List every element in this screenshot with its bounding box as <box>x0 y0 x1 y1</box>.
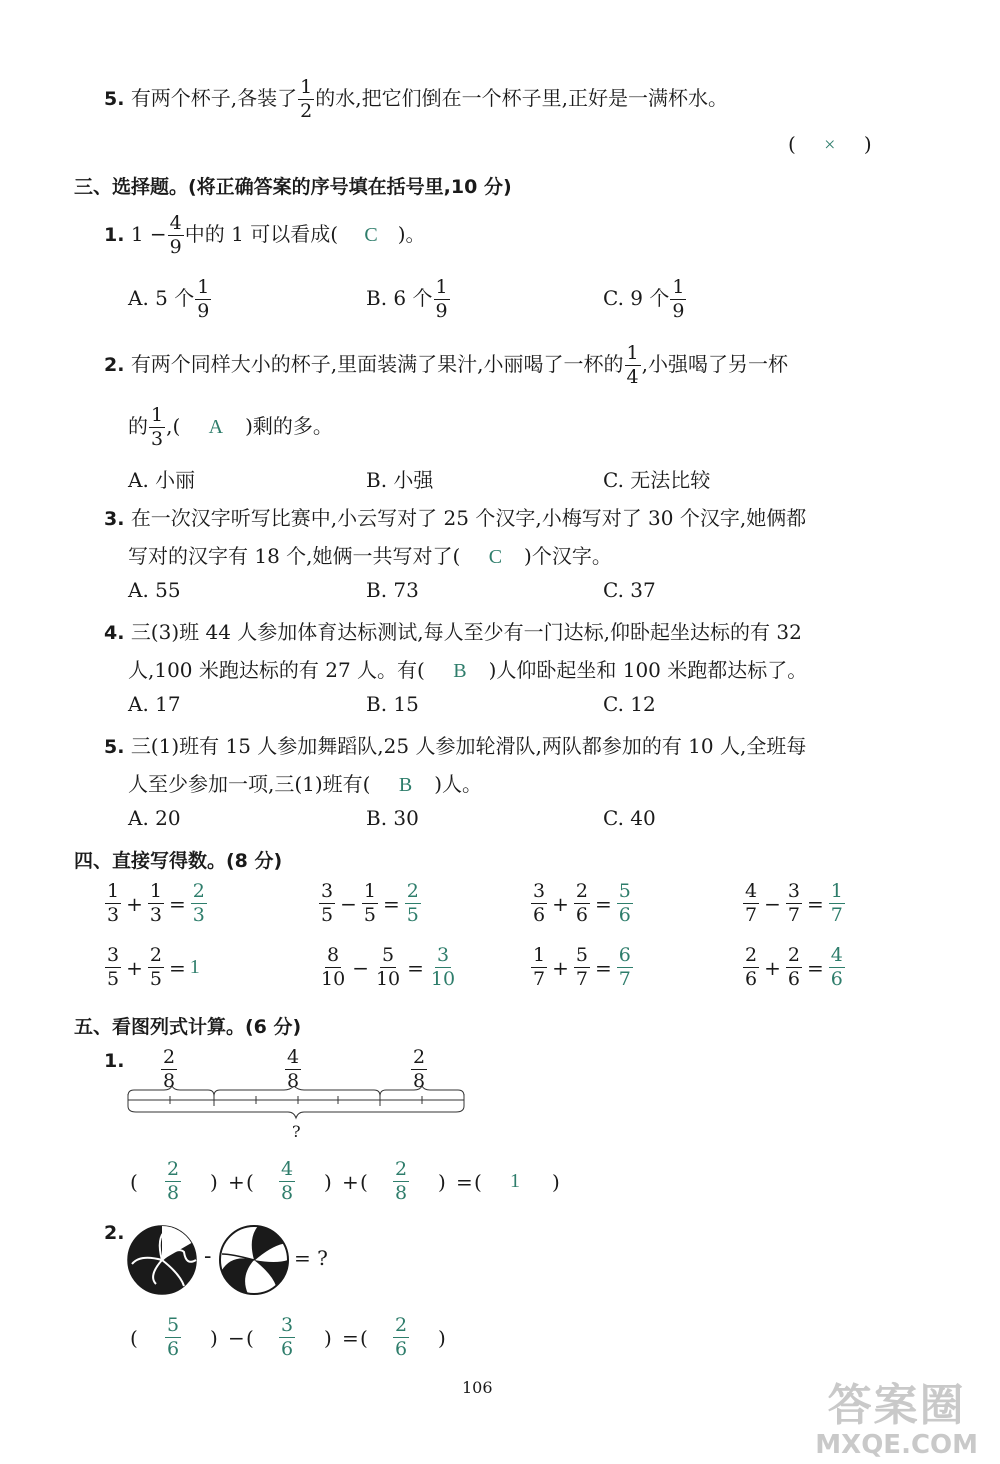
answer-blank[interactable]: C <box>364 224 378 246</box>
choice-q4-line1: 4. 三(3)班 44 人参加体育达标测试,每人至少有一门达标,仰卧起坐达标的有 32 <box>104 620 802 644</box>
answer-result[interactable]: $\frac{2}{6}$ <box>395 1314 408 1360</box>
calc-answer[interactable]: 1 <box>189 956 200 978</box>
segment-label-3: $\frac{2}{8}$ <box>413 1046 426 1092</box>
answer-frac-1[interactable]: $\frac{5}{6}$ <box>167 1314 180 1360</box>
choice-q2-option-a: A. 小丽 <box>128 468 196 492</box>
choice-q4-option-c: C. 12 <box>603 692 656 716</box>
calc-answer[interactable]: $\frac{1}{7}$ <box>830 880 843 926</box>
choice-q5-option-b: B. 30 <box>366 806 419 830</box>
answer-result[interactable]: 1 <box>510 1170 520 1192</box>
calc-item: $\frac{1}{7}$ + $\frac{5}{7}$ = $\frac{6}{7}$ <box>533 944 631 990</box>
choice-q4-option-a: A. 17 <box>128 692 181 716</box>
calc-answer[interactable]: $\frac{4}{6}$ <box>830 944 843 990</box>
segment-diagram <box>124 1086 474 1122</box>
question-number: 5. <box>104 88 125 110</box>
section-title-3: 三、选择题。(将正确答案的序号填在括号里,10 分) <box>74 176 512 198</box>
choice-q4-option-b: B. 15 <box>366 692 419 716</box>
choice-q1: 1. 1 − $\frac{4}{9}$ 中的 1 可以看成( C )。 <box>104 212 426 258</box>
question-text: 的水,把它们倒在一个杯子里,正好是一满杯水。 <box>315 86 728 110</box>
answer-frac-3[interactable]: $\frac{2}{8}$ <box>395 1158 408 1204</box>
calc-answer[interactable]: $\frac{2}{3}$ <box>192 880 205 926</box>
question-text: 有两个杯子,各装了 <box>130 86 298 110</box>
choice-q2-option-c: C. 无法比较 <box>603 468 711 492</box>
segment-label-2: $\frac{4}{8}$ <box>287 1046 300 1092</box>
fraction: $\frac{4}{9}$ <box>169 212 182 258</box>
choice-q3-option-c: C. 37 <box>603 578 656 602</box>
choice-q1-option-a: A. 5 个 $\frac{1}{9}$ <box>128 276 210 322</box>
minus-sign: - <box>204 1244 212 1269</box>
circle-five-sixths-icon <box>126 1224 198 1296</box>
calc-answer[interactable]: $\frac{6}{7}$ <box>618 944 631 990</box>
watermark-logo: 答案圈 MXQE.COM <box>815 1380 978 1460</box>
choice-q3-line1: 3. 在一次汉字听写比赛中,小云写对了 25 个汉字,小梅写对了 30 个汉字,她俩都 <box>104 506 807 530</box>
calc-item: $\frac{4}{7}$ − $\frac{3}{7}$ = $\frac{1}{7}$ <box>745 880 843 926</box>
calc-answer[interactable]: $\frac{3}{10}$ <box>430 944 456 990</box>
answer-blank[interactable]: B <box>453 660 467 682</box>
answer-blank[interactable]: A <box>208 416 224 438</box>
choice-q2-option-b: B. 小强 <box>366 468 434 492</box>
choice-q5-option-a: A. 20 <box>128 806 181 830</box>
choice-q5-line1: 5. 三(1)班有 15 人参加舞蹈队,25 人参加轮滑队,两队都参加的有 10 人,全班每 <box>104 734 807 758</box>
choice-q1-option-c: C. 9 个 $\frac{1}{9}$ <box>603 276 685 322</box>
choice-q2-line1: 2. 有两个同样大小的杯子,里面装满了果汁,小丽喝了一杯的 $\frac{1}{4}$ ,小强喝了另一杯 <box>104 342 788 388</box>
answer-blank[interactable]: C <box>488 546 503 568</box>
fraction: $\frac{1}{2}$ <box>300 76 313 122</box>
segment-label-1: $\frac{2}{8}$ <box>163 1046 176 1092</box>
choice-q3-line2: 写对的汉字有 18 个,她俩一共写对了( C )个汉字。 <box>128 544 612 568</box>
choice-q3-option-b: B. 73 <box>366 578 419 602</box>
judge-q5 <box>104 78 728 121</box>
answer-frac-2[interactable]: $\frac{4}{8}$ <box>281 1158 294 1204</box>
circle-three-sixths-icon <box>218 1224 290 1296</box>
calc-item: $\frac{3}{5}$ + $\frac{2}{5}$ = 1 <box>107 944 200 990</box>
calc-item: $\frac{1}{3}$ + $\frac{1}{3}$ = $\frac{2}{3}$ <box>107 880 205 926</box>
choice-q1-option-b: B. 6 个 $\frac{1}{9}$ <box>366 276 448 322</box>
page-number: 106 <box>462 1378 493 1397</box>
section-title-4: 四、直接写得数。(8 分) <box>74 850 283 872</box>
choice-q5-option-c: C. 40 <box>603 806 656 830</box>
equals-question: = ? <box>294 1246 328 1270</box>
problem-number: 2. <box>104 1222 125 1244</box>
answer-frac-1[interactable]: $\frac{2}{8}$ <box>167 1158 180 1204</box>
choice-q2-line2: 的 $\frac{1}{3}$ ,( A )剩的多。 <box>128 404 333 450</box>
choice-q4-line2: 人,100 米跑达标的有 27 人。有( B )人仰卧起坐和 100 米跑都达标了。 <box>128 658 808 682</box>
calc-item: $\frac{3}{6}$ + $\frac{2}{6}$ = $\frac{5}{6}$ <box>533 880 631 926</box>
calc-item: $\frac{8}{10}$ − $\frac{5}{10}$ = $\frac{3}{10}$ <box>321 944 456 990</box>
answer-blank[interactable]: B <box>398 774 413 796</box>
section-title-5: 五、看图列式计算。(6 分) <box>74 1016 302 1038</box>
judge-answer-box[interactable]: ( × ) <box>788 132 872 156</box>
choice-q5-line2: 人至少参加一项,三(1)班有( B )人。 <box>128 772 483 796</box>
calc-item: $\frac{2}{6}$ + $\frac{2}{6}$ = $\frac{4}{6}$ <box>745 944 843 990</box>
problem-number: 1. <box>104 1050 125 1072</box>
answer-mark: × <box>824 134 836 156</box>
calc-answer[interactable]: $\frac{2}{5}$ <box>406 880 419 926</box>
calc-answer[interactable]: $\frac{5}{6}$ <box>618 880 631 926</box>
calc-item: $\frac{3}{5}$ − $\frac{1}{5}$ = $\frac{2}{5}$ <box>321 880 419 926</box>
total-question-mark: ? <box>292 1122 301 1141</box>
answer-frac-2[interactable]: $\frac{3}{6}$ <box>281 1314 294 1360</box>
choice-q3-option-a: A. 55 <box>128 578 181 602</box>
